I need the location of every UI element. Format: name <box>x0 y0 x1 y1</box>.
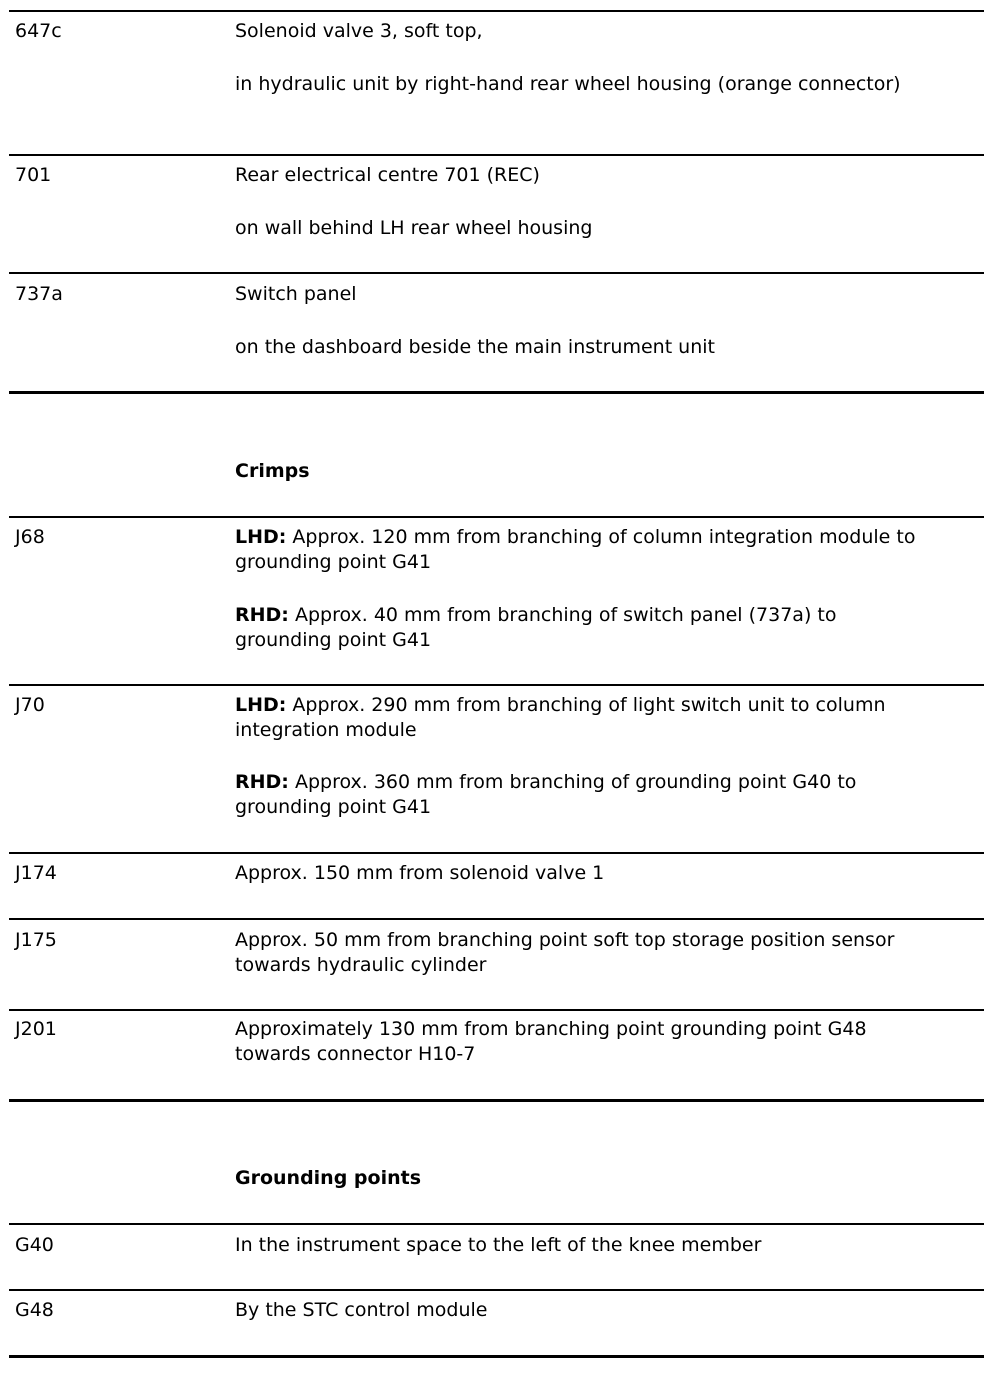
lhd-label: LHD: <box>235 694 287 716</box>
rhd-label: RHD: <box>235 604 289 626</box>
crimp-description: Approx. 50 mm from branching point soft top storage position sensor towards hydraulic cylinder <box>235 929 895 976</box>
component-description: Rear electrical centre 701 (REC) <box>235 164 540 186</box>
crimp-description: Approx. 150 mm from solenoid valve 1 <box>235 862 605 884</box>
rhd-label: RHD: <box>235 771 289 793</box>
component-code: 701 <box>15 164 52 186</box>
section-end-rule <box>9 391 984 394</box>
section-heading-crimps: Crimps <box>235 460 310 482</box>
crimp-code: J174 <box>15 862 57 884</box>
grounding-point-description: By the STC control module <box>235 1299 488 1321</box>
table-divider <box>9 1289 984 1291</box>
section-end-rule <box>9 1099 984 1102</box>
table-divider <box>9 272 984 274</box>
table-divider <box>9 10 984 12</box>
crimp-code: J175 <box>15 929 57 951</box>
section-end-rule <box>9 1355 984 1358</box>
component-location: in hydraulic unit by right-hand rear wheel housing (orange connector) <box>235 73 901 95</box>
table-divider <box>9 516 984 518</box>
component-code: 737a <box>15 283 63 305</box>
crimp-rhd-description <box>235 770 935 820</box>
crimp-code: J68 <box>15 526 45 548</box>
grounding-point-code: G40 <box>15 1234 54 1256</box>
lhd-label: LHD: <box>235 526 287 548</box>
table-divider <box>9 684 984 686</box>
component-location: on the dashboard beside the main instrument unit <box>235 336 715 358</box>
component-code: 647c <box>15 20 62 42</box>
lhd-text: Approx. 120 mm from branching of column integration module to grounding point G41 <box>235 526 916 573</box>
crimp-lhd-description <box>235 693 935 743</box>
component-description: Switch panel <box>235 283 357 305</box>
crimp-lhd-description <box>235 525 935 575</box>
crimp-code: J70 <box>15 694 45 716</box>
crimp-description: Approximately 130 mm from branching point grounding point G48 towards connector H10-7 <box>235 1018 867 1065</box>
crimp-code: J201 <box>15 1018 57 1040</box>
table-divider <box>9 154 984 156</box>
component-location: on wall behind LH rear wheel housing <box>235 217 593 239</box>
table-divider <box>9 1223 984 1225</box>
table-divider <box>9 1009 984 1011</box>
rhd-text: Approx. 40 mm from branching of switch panel (737a) to grounding point G41 <box>235 604 837 651</box>
lhd-text: Approx. 290 mm from branching of light switch unit to column integration module <box>235 694 886 741</box>
table-divider <box>9 918 984 920</box>
crimp-rhd-description <box>235 603 935 653</box>
table-divider <box>9 852 984 854</box>
rhd-text: Approx. 360 mm from branching of grounding point G40 to grounding point G41 <box>235 771 857 818</box>
grounding-point-description: In the instrument space to the left of the knee member <box>235 1234 762 1256</box>
component-description: Solenoid valve 3, soft top, <box>235 20 483 42</box>
section-heading-grounding-points: Grounding points <box>235 1167 422 1189</box>
grounding-point-code: G48 <box>15 1299 54 1321</box>
